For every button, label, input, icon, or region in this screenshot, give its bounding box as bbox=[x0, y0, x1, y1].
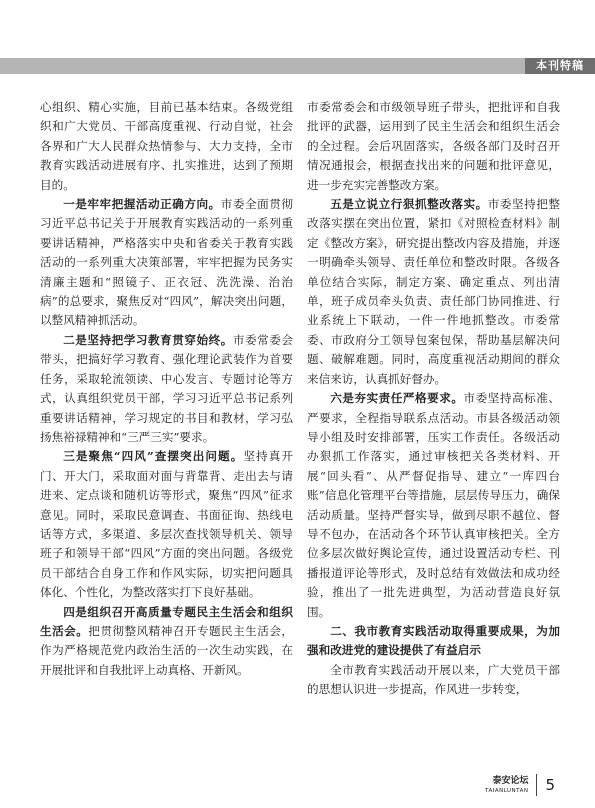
paragraph-body: 市委坚持高标准、严要求，全程指导联系点活动。市县各级活动领导小组及时安排部署，压实工作责任。各级活动办狠抓工作落实，通过审核把关各类材料、开展“回头看”、从严督促指导、建立“一库四台账”信息化管理平台等措施，层层传导压力，确保活动质量。坚持严督实导，做到尽职不越位、督导不包办，在活动各个环节认真审核把关。全方位多层次做好舆论宣传，通过设置活动专栏、刊播报道评论等形式，及时总结有效做法和成功经验，推出了一批先进典型，为活动营造良好氛围。 bbox=[307, 391, 560, 619]
brand-name: 泰安论坛 bbox=[492, 775, 529, 786]
section-heading: 二、我市教育实践活动取得重要成果，为加强和改进党的建设提供了有益启示 bbox=[307, 623, 560, 658]
paragraph-lead: 四是组织召开高质量专题民主生活会和组织生活会。 bbox=[40, 604, 293, 638]
paragraph-body: 市委全面贯彻习近平总书记关于开展教育实践活动的一系列重要讲话精神，严格落实中央和省委关于教育实践活动的一系列重大决策部署，牢牢把握为民务实清廉主题和“照镜子、正衣冠、洗洗澡、治治病”的总要求，聚焦反对“四风”，解决突出问题，以整风精神抓活动。 bbox=[40, 197, 293, 328]
header-band bbox=[0, 58, 595, 74]
page-number: 5 bbox=[545, 776, 555, 794]
publication-brand bbox=[485, 776, 528, 795]
paragraph bbox=[307, 195, 560, 389]
paragraph-body: 市委坚持把整改落实摆在突出位置，紧扣《对照检查材料》制定《整改方案》，研究提出整改内容及措施，并逐一明确牵头领导、责任单位和整改时限。各级各单位结合实际，制定方案、确定重点、列出清单，班子成员牵头负责、责任部门协同推进、行业系统上下联动，一件一件地抓整改。市委常委、市政府分工领导包案包保，帮助基层解决问题、破解难题。同时，高度重视活动期间的群众来信来访，认真抓好督办。 bbox=[307, 197, 560, 386]
paragraph-lead: 一是牢牢把握活动正确方向。 bbox=[63, 197, 221, 212]
section-tag: 本刊特稿 bbox=[525, 58, 595, 74]
paragraph-lead: 六是夯实责任严格要求。 bbox=[330, 391, 464, 406]
brand-name-latin: TAIANLUNTAN bbox=[485, 787, 529, 794]
paragraph-lead: 二是坚持把学习教育贯穿始终。 bbox=[63, 332, 233, 347]
paragraph-body: 坚持真开门、开大门，采取面对面与背靠背、走出去与请进来、定点谈和随机访等形式，聚焦“四风”征求意见。同时，采取民意调查、书面征询、热线电话等方式，多渠道、多层次查找领导机关、领导班子和领导干部“四风”方面的突出问题。各级党员干部结合自身工作和作风实际，切实把问题具体化、个性化，为整改落实打下良好基础。 bbox=[40, 449, 293, 600]
paragraph bbox=[40, 331, 293, 447]
paragraph bbox=[307, 389, 560, 622]
page-footer bbox=[485, 772, 555, 798]
right-column bbox=[307, 98, 560, 700]
paragraph bbox=[40, 603, 293, 681]
paragraph-lead: 三是聚焦“四风”查摆突出问题。 bbox=[63, 449, 244, 464]
paragraph-lead: 五是立说立行狠抓整改落实。 bbox=[330, 197, 488, 212]
left-column bbox=[40, 98, 293, 680]
paragraph: 心组织、精心实施，目前已基本结束。各级党组织和广大党员、干部高度重视、行动自觉，社会各界和广大人民群众热情参与、大力支持，全市教育实践活动进展有序、扎实推进，达到了预期目的。 bbox=[40, 100, 293, 192]
paragraph-body: 把贯彻整风精神召开专题民主生活会，作为严格规范党内政治生活的一次生动实践，在开展批评和自我批评上动真格、开新风。 bbox=[40, 623, 293, 677]
paragraph: 全市教育实践活动开展以来，广大党员干部的思想认识进一步提高，作风进一步转变， bbox=[307, 662, 560, 697]
paragraph: 市委常委会和市级领导班子带头，把批评和自我批评的武器，运用到了民主生活会和组织生活会的全过程。会后巩固落实，各级各部门及时召开情况通报会，根据查找出来的问题和批评意见，进一步充实完善整改方案。 bbox=[307, 100, 560, 192]
paragraph bbox=[40, 195, 293, 331]
paragraph bbox=[40, 447, 293, 602]
footer-divider bbox=[536, 774, 537, 796]
paragraph-body: 市委常委会带头，把搞好学习教育、强化理论武装作为首要任务，采取轮流领读、中心发言、专题讨论等方式，认真组织党员干部，学习习近平总书记系列重要讲话精神，学习规定的书目和教材，学习弘扬焦裕禄精神和“三严三实”要求。 bbox=[40, 332, 293, 444]
